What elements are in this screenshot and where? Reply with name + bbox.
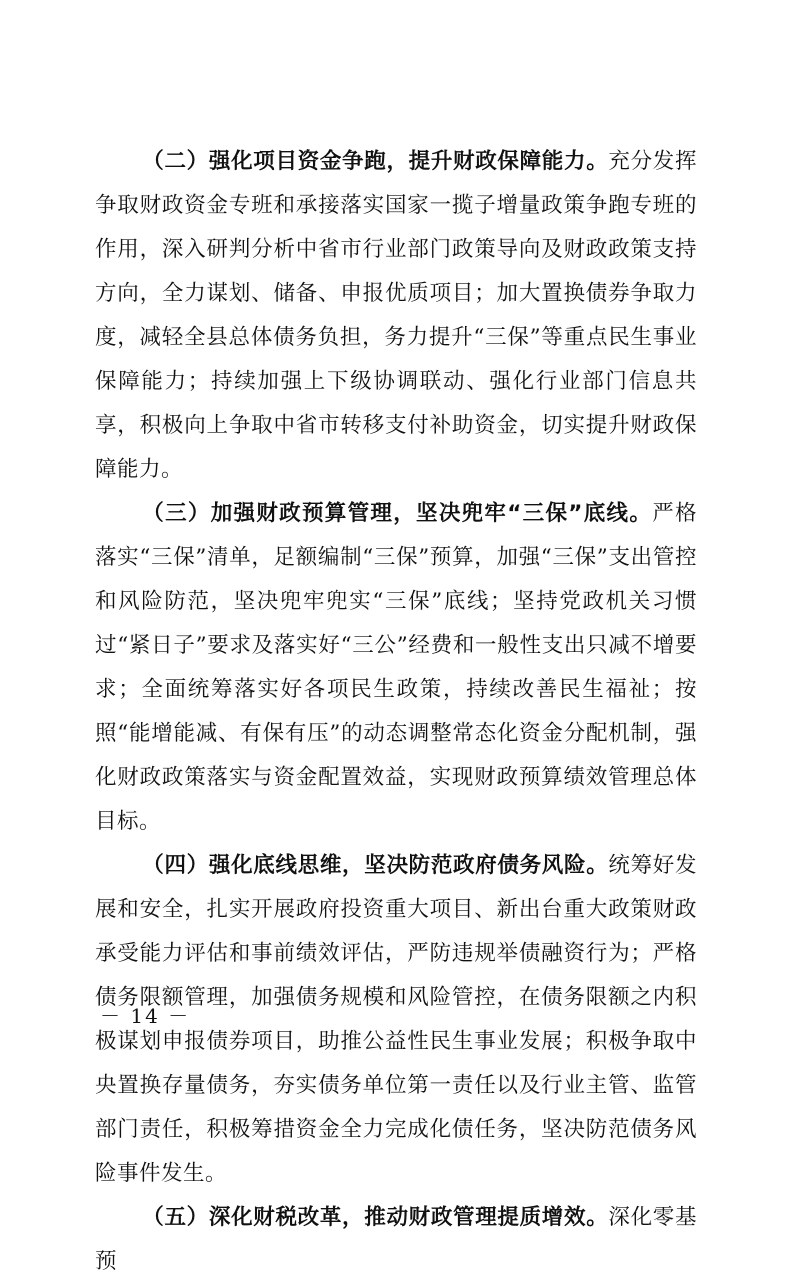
section-heading: （三）加强财政预算管理，坚决兜牢“三保”底线。 [142,501,653,526]
paragraph-text: 统筹好发展和安全，扎实开展政府投资重大项目、新出台重大政策财政承受能力评估和事前绩效评估，严防违规举债融资行为；严格债务限额管理，加强债务规模和风险管控，在债务限额之内积极谋划申报债券项目，助推公益性民生事业发展；积极争取中央置换存量债务，夯实债务单位第一责任以及行业主管、监管部门责任，积极筹措资金全力完成化债任务，坚决防范债务风险事件发生。 [95,853,697,1186]
paragraph-text: 严格落实“三保”清单，足额编制“三保”预算，加强“三保”支出管控和风险防范，坚决兜牢兜实“三保”底线；坚持党政机关习惯过“紧日子”要求及落实好“三公”经费和一般性支出只减不增要求；全面统筹落实好各项民生政策，持续改善民生福祉；按照“能增能减、有保有压”的动态调整常态化资金分配机制，强化财政政策落实与资金配置效益，实现财政预算绩效管理总体目标。 [95,501,697,834]
paragraph-text: 充分发挥争取财政资金专班和承接落实国家一揽子增量政策争跑专班的作用，深入研判分析中省市行业部门政策导向及财政政策支持方向，全力谋划、储备、申报优质项目；加大置换债券争取力度，减轻全县总体债务负担，务力提升“三保”等重点民生事业保障能力；持续加强上下级协调联动、强化行业部门信息共享，积极向上争取中省市转移支付补助资金，切实提升财政保障能力。 [95,149,697,482]
section-heading: （五）深化财税改革，推动财政管理提质增效。 [142,1205,609,1230]
document-body [95,140,697,1284]
page-number: － 14 － [100,1004,191,1028]
paragraph-section-2 [95,140,697,492]
paragraph-section-3 [95,492,697,844]
section-heading: （四）强化底线思维，坚决防范政府债务风险。 [142,853,609,878]
paragraph-section-5 [95,1196,697,1284]
paragraph-text: 深化零基预 [95,1205,697,1274]
section-heading: （二）强化项目资金争跑，提升财政保障能力。 [142,149,609,174]
